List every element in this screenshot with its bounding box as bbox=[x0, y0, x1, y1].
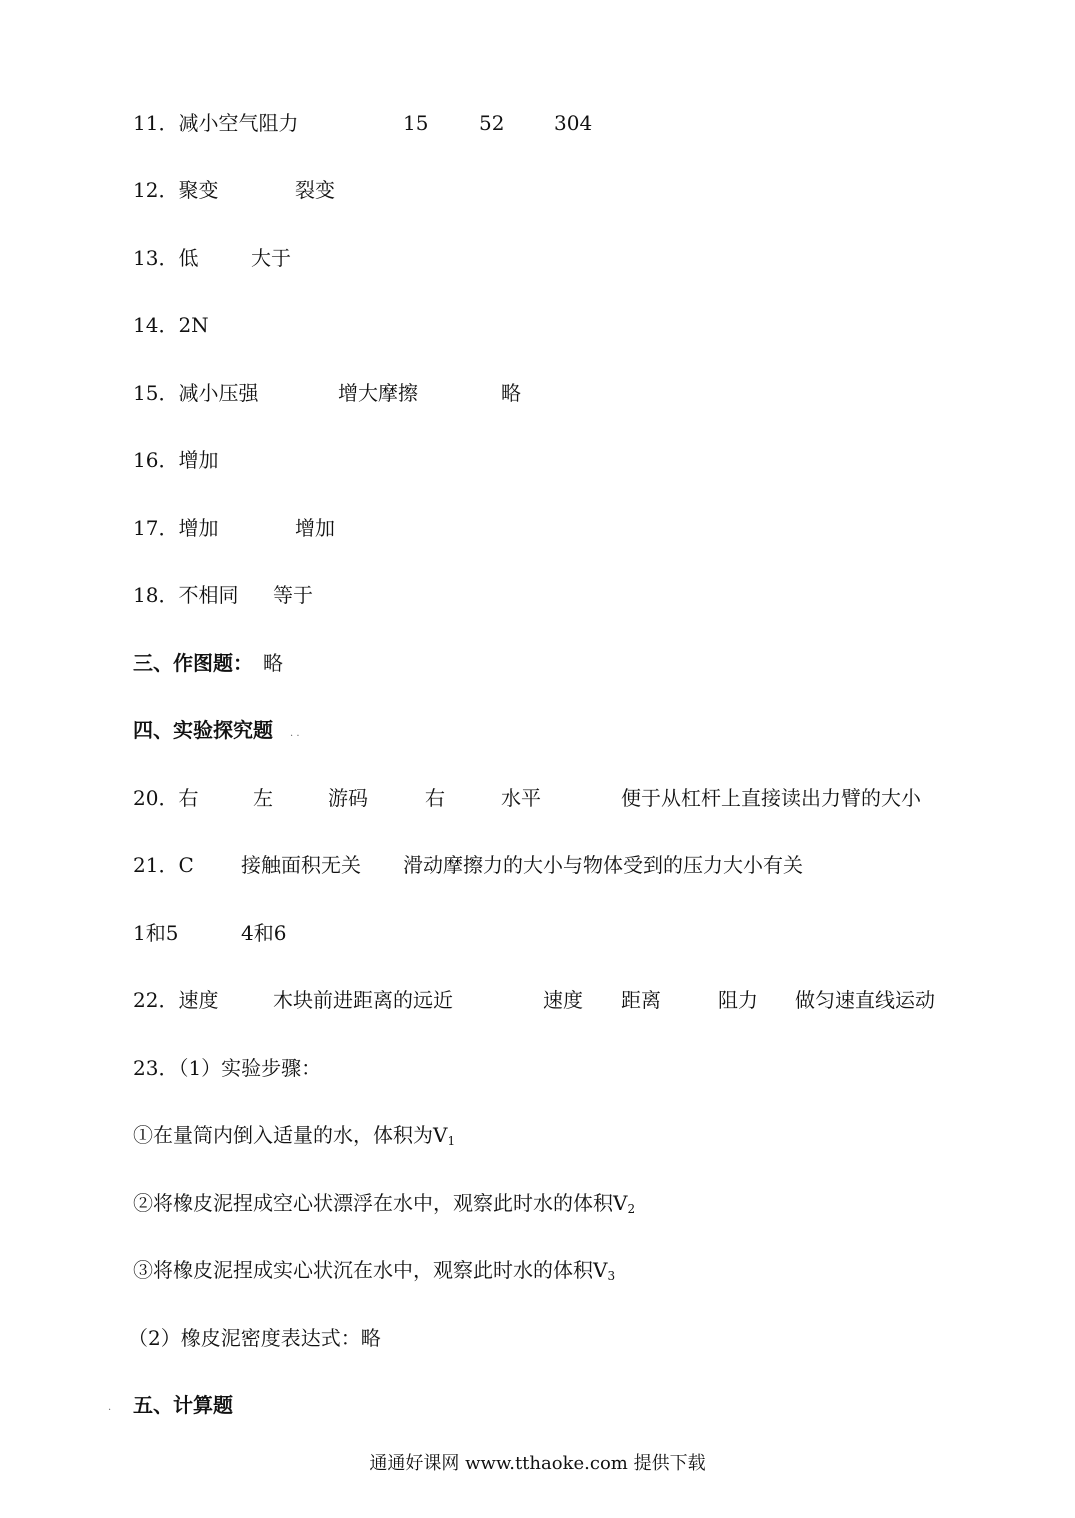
answer-text: 裂变 bbox=[295, 178, 335, 202]
answer-text: 11．减小空气阻力 bbox=[133, 111, 299, 135]
answer-text: 16．增加 bbox=[133, 448, 219, 472]
scan-dot: . bbox=[108, 1402, 112, 1413]
answer-text: 15．减小压强 bbox=[133, 381, 259, 405]
section-title: 三、作图题： bbox=[133, 651, 253, 675]
answer-text: 游码 bbox=[328, 786, 368, 810]
step-subscript: 1 bbox=[447, 1134, 456, 1148]
answer-text: 21．C bbox=[133, 853, 194, 877]
scan-dots: . . bbox=[290, 728, 300, 739]
answer-text: 1和5 bbox=[133, 921, 179, 945]
answer-text: 距离 bbox=[621, 988, 661, 1012]
answer-text: 18．不相同 bbox=[133, 583, 239, 607]
step-subscript: 2 bbox=[627, 1202, 636, 1216]
step-text bbox=[133, 1121, 455, 1155]
answer-text: 略 bbox=[263, 651, 283, 675]
answer-text: 4和6 bbox=[241, 921, 287, 945]
step-body: ①在量筒内倒入适量的水，体积为V bbox=[133, 1123, 448, 1147]
step-text bbox=[133, 1256, 615, 1290]
answer-text: 略 bbox=[501, 381, 521, 405]
answer-text: 水平 bbox=[501, 786, 541, 810]
answer-text: 22．速度 bbox=[133, 988, 219, 1012]
answer-text: 速度 bbox=[543, 988, 583, 1012]
answer-text: 阻力 bbox=[718, 988, 758, 1012]
answer-text: 便于从杠杆上直接读出力臂的大小 bbox=[621, 786, 921, 810]
answer-text: 52 bbox=[479, 111, 505, 135]
answer-text: 滑动摩擦力的大小与物体受到的压力大小有关 bbox=[403, 853, 803, 877]
step-subscript: 3 bbox=[607, 1269, 616, 1283]
page-footer: 通通好课网 www.tthaoke.com 提供下载 bbox=[369, 1453, 706, 1474]
section-title: 四、实验探究题 bbox=[133, 718, 273, 742]
answer-text: 大于 bbox=[251, 246, 291, 270]
answer-text: （2）橡皮泥密度表达式：略 bbox=[128, 1326, 381, 1350]
answer-text: 23．（1）实验步骤： bbox=[133, 1056, 322, 1080]
section-title: 五、计算题 bbox=[133, 1393, 233, 1417]
step-body: ②将橡皮泥捏成空心状漂浮在水中，观察此时水的体积V bbox=[133, 1191, 628, 1215]
answer-text: 做匀速直线运动 bbox=[795, 988, 935, 1012]
step-body: ③将橡皮泥捏成实心状沉在水中，观察此时水的体积V bbox=[133, 1258, 608, 1282]
answer-text: 木块前进距离的远近 bbox=[273, 988, 453, 1012]
answer-text: 等于 bbox=[273, 583, 313, 607]
answer-text: 20．右 bbox=[133, 786, 199, 810]
answer-text: 增加 bbox=[295, 516, 335, 540]
answer-text: 304 bbox=[554, 111, 593, 135]
answer-text: 左 bbox=[253, 786, 273, 810]
answer-text: 14．2N bbox=[133, 313, 209, 337]
step-text bbox=[133, 1189, 635, 1223]
answer-text: 17．增加 bbox=[133, 516, 219, 540]
answer-text: 增大摩擦 bbox=[338, 381, 418, 405]
answer-text: 15 bbox=[403, 111, 429, 135]
answer-text: 接触面积无关 bbox=[241, 853, 361, 877]
answer-text: 右 bbox=[425, 786, 445, 810]
answer-text: 12．聚变 bbox=[133, 178, 219, 202]
answer-text: 13．低 bbox=[133, 246, 199, 270]
